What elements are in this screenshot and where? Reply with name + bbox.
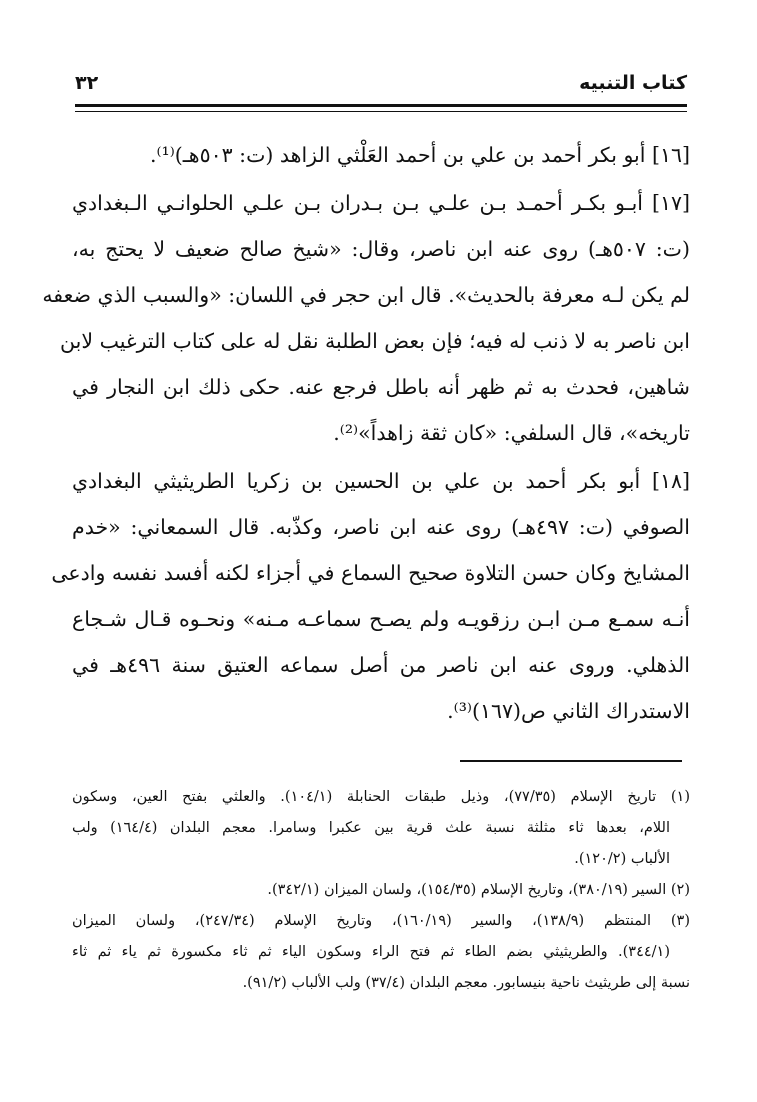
footnote-line: (٣) المنتظم (١٣٨/٩)، والسير (١٦٠/١٩)، وتاريخ الإسلام (٢٤٧/٣٤)، ولسان الميزان	[72, 913, 690, 929]
footnote-line: (١) تاريخ الإسلام (٧٧/٣٥)، وذيل طبقات الحنابلة (١٠٤/١). والعلثي بفتح العين، وسكون	[72, 789, 690, 805]
footnote-line: (٢) السير (٣٨٠/١٩)، وتاريخ الإسلام (١٥٤/٣٥)، ولسان الميزان (٣٤٢/١).	[267, 882, 690, 898]
text-line: أنـه سمـع مـن ابـن رزقويـه ولم يصـح سماعـه مـنه» ونحـوه قـال شـجاع	[72, 607, 690, 631]
footnote-line: اللام، بعدها ثاء مثلثة نسبة علث قرية بين عكبرا وسامرا. معجم البلدان (١٦٤/٤) ولب	[72, 820, 670, 836]
footnote-2	[72, 875, 690, 906]
text-line: الاستدراك الثاني ص(١٦٧)⁽³⁾.	[447, 699, 690, 723]
running-header	[75, 70, 687, 98]
text-line: شاهين، فحدث به ثم ظهر أنه باطل فرجع عنه. حكى ذلك ابن النجار في	[72, 375, 690, 399]
text-line: تاريخه»، قال السلفي: «كان ثقة زاهداً»⁽²⁾.	[333, 421, 690, 445]
footnote-line: نسبة إلى طريثيث ناحية بنيسابور. معجم البلدان (٣٧/٤) ولب الألباب (٩١/٢).	[242, 975, 690, 991]
text-line: [١٧] أبـو بكـر أحمـد بـن علـي بـن بـدران بـن علـي الحلوانـي الـبغدادي	[72, 191, 690, 215]
footnote-separator	[460, 760, 682, 762]
footnotes	[72, 782, 690, 999]
entry-16	[72, 132, 690, 178]
text-line: [١٨] أبو بكر أحمد بن علي بن الحسين بن زكريا الطريثيثي البغدادي	[72, 469, 690, 493]
text-line: (ت: ٥٠٧هـ) روى عنه ابن ناصر، وقال: «شيخ صالح ضعيف لا يحتج به،	[72, 237, 690, 261]
text-line: الذهلي. وروى عنه ابن ناصر من أصل سماعه العتيق سنة ٤٩٦هـ في	[72, 653, 690, 677]
footnote-line: الألباب (١٢٠/٢).	[574, 851, 670, 867]
header-rule-thick	[75, 104, 687, 107]
text-line: المشايخ وكان حسن التلاوة صحيح السماع في أجزاء لكنه أفسد نفسه وادعى	[51, 561, 690, 585]
main-text	[42, 132, 690, 734]
page-number: ٣٢	[75, 72, 99, 94]
running-title: كتاب التنبيه	[579, 72, 687, 94]
text-line: الصوفي (ت: ٤٩٧هـ) روى عنه ابن ناصر، وكذّبه. قال السمعاني: «خدم	[72, 515, 690, 539]
entry-17	[42, 180, 690, 456]
text-line: ابن ناصر به لا ذنب له فيه؛ فإن بعض الطلبة نقل له على كتاب الترغيب لابن	[60, 329, 690, 353]
footnote-line: (٣٤٤/١). والطريثيثي بضم الطاء ثم فتح الراء وسكون الياء ثم ثاء مكسورة ثم ياء ثم ثاء	[72, 944, 670, 960]
header-rule-thin	[75, 111, 687, 112]
footnote-1	[72, 782, 690, 875]
text-line: لم يكن لـه معرفة بالحديث». قال ابن حجر في اللسان: «والسبب الذي ضعفه	[42, 283, 690, 307]
text-line: [١٦] أبو بكر أحمد بن علي بن أحمد العَلْثي الزاهد (ت: ٥٠٣هـ)⁽¹⁾.	[149, 143, 690, 167]
entry-18	[51, 458, 690, 734]
footnote-3	[72, 906, 690, 999]
